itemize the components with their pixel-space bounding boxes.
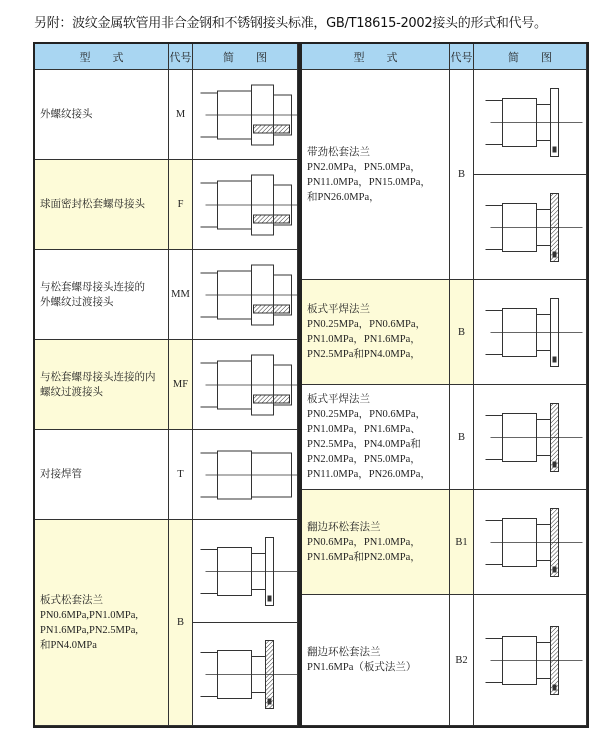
diagram-cell — [193, 70, 298, 160]
code-cell: MM — [169, 250, 193, 340]
butt-weld-pipe-diagram-icon — [193, 430, 298, 520]
type-text: PN0.25MPa，PN0.6MPa， — [307, 319, 427, 330]
type-text: PN0.6MPa，PN1.0MPa， — [307, 536, 421, 548]
loose-flange-diagram-icon — [193, 520, 298, 623]
diagram-cell — [474, 175, 587, 280]
slip-on-flange-diagram-icon — [474, 280, 587, 385]
header-type: 型 式 — [302, 44, 450, 70]
type-text: 和PN26.0MPa， — [307, 191, 380, 203]
right-table — [300, 42, 589, 728]
code-cell: T — [169, 430, 193, 520]
type-text: 对接焊管 — [40, 469, 82, 480]
diagram-cell — [193, 340, 298, 430]
type-text: 与松套螺母接头连接的 — [40, 281, 145, 293]
code-cell: F — [169, 160, 193, 250]
type-cell — [302, 70, 450, 280]
type-text: 翻边环松套法兰 — [307, 647, 381, 658]
type-cell — [35, 160, 169, 250]
type-cell — [35, 340, 169, 430]
type-cell — [35, 70, 169, 160]
diagram-cell — [193, 520, 298, 623]
header-code: 代号 — [450, 44, 474, 70]
diagram-cell — [193, 623, 298, 726]
header-diagram: 简 图 — [193, 44, 298, 70]
hub-flange-hatched-diagram-icon — [474, 175, 587, 280]
type-text: 螺纹过渡接头 — [40, 386, 103, 398]
type-cell — [302, 280, 450, 385]
type-text: PN2.5MPa，PN4.0MPa和 — [307, 439, 421, 450]
type-text: PN1.0MPa，PN1.6MPa， — [307, 334, 421, 345]
type-text: PN11.0MPa，PN26.0MPa， — [307, 469, 431, 480]
type-text: PN1.6MPa,PN2.5MPa, — [40, 624, 139, 636]
code-cell: B — [450, 385, 474, 490]
diagram-cell — [193, 430, 298, 520]
loose-flange-hatched-diagram-icon — [193, 623, 298, 726]
diagram-cell — [193, 250, 298, 340]
type-cell — [302, 595, 450, 726]
type-text: PN2.0MPa，PN5.0MPa， — [307, 454, 421, 465]
type-text: PN1.6MPa和PN2.0MPa， — [307, 551, 421, 563]
type-text: PN0.25MPa，PN0.6MPa， — [307, 409, 427, 420]
type-text: 板式松套法兰 — [40, 594, 103, 606]
diagram-cell — [193, 160, 298, 250]
code-cell: B — [450, 70, 474, 280]
type-cell — [35, 430, 169, 520]
code-cell: B1 — [450, 490, 474, 595]
diagram-cell — [474, 385, 587, 490]
swivel-nut-fitting-diagram-icon — [193, 160, 298, 250]
type-text: 带劲松套法兰 — [307, 146, 370, 158]
type-cell — [35, 250, 169, 340]
code-cell: B — [450, 280, 474, 385]
type-text: 翻边环松套法兰 — [307, 521, 381, 533]
code-cell: MF — [169, 340, 193, 430]
diagram-cell — [474, 595, 587, 726]
diagram-cell — [474, 490, 587, 595]
type-text: PN2.0MPa，PN5.0MPa， — [307, 161, 421, 173]
code-cell: B — [169, 520, 193, 726]
header-type: 型 式 — [35, 44, 169, 70]
lap-joint-plate-flange-diagram-icon — [474, 595, 587, 726]
type-text: 板式平焊法兰 — [307, 304, 370, 315]
male-thread-fitting-diagram-icon — [193, 70, 298, 160]
type-text: 球面密封松套螺母接头 — [40, 199, 145, 210]
male-adapter-diagram-icon — [193, 250, 298, 340]
type-text: PN0.6MPa,PN1.0MPa, — [40, 609, 139, 621]
type-text: PN1.6MPa（板式法兰） — [307, 662, 417, 673]
type-text: 与松套螺母接头连接的内 — [40, 371, 156, 383]
type-cell — [302, 385, 450, 490]
type-text: PN2.5MPa和PN4.0MPa， — [307, 349, 421, 360]
type-text: 和PN4.0MPa — [40, 639, 97, 651]
code-cell: M — [169, 70, 193, 160]
lap-joint-flange-diagram-icon — [474, 490, 587, 595]
left-table — [33, 42, 300, 728]
type-text: PN11.0MPa，PN15.0MPa， — [307, 176, 431, 188]
type-text: 板式平焊法兰 — [307, 394, 370, 405]
type-text: 外螺纹过渡接头 — [40, 296, 114, 308]
type-text: PN1.0MPa，PN1.6MPa、 — [307, 424, 421, 435]
page-title: 另附：波纹金属软管用非合金钢和不锈钢接头标准，GB/T18615-2002接头的形式和代号。 — [34, 16, 547, 31]
diagram-cell — [474, 280, 587, 385]
header-diagram: 简 图 — [474, 44, 587, 70]
type-cell — [35, 520, 169, 726]
type-cell — [302, 490, 450, 595]
code-cell: B2 — [450, 595, 474, 726]
female-adapter-diagram-icon — [193, 340, 298, 430]
slip-on-flange-hatched-diagram-icon — [474, 385, 587, 490]
header-code: 代号 — [169, 44, 193, 70]
hub-flange-diagram-icon — [474, 70, 587, 175]
diagram-cell — [474, 70, 587, 175]
type-text: 外螺纹接头 — [40, 109, 93, 120]
